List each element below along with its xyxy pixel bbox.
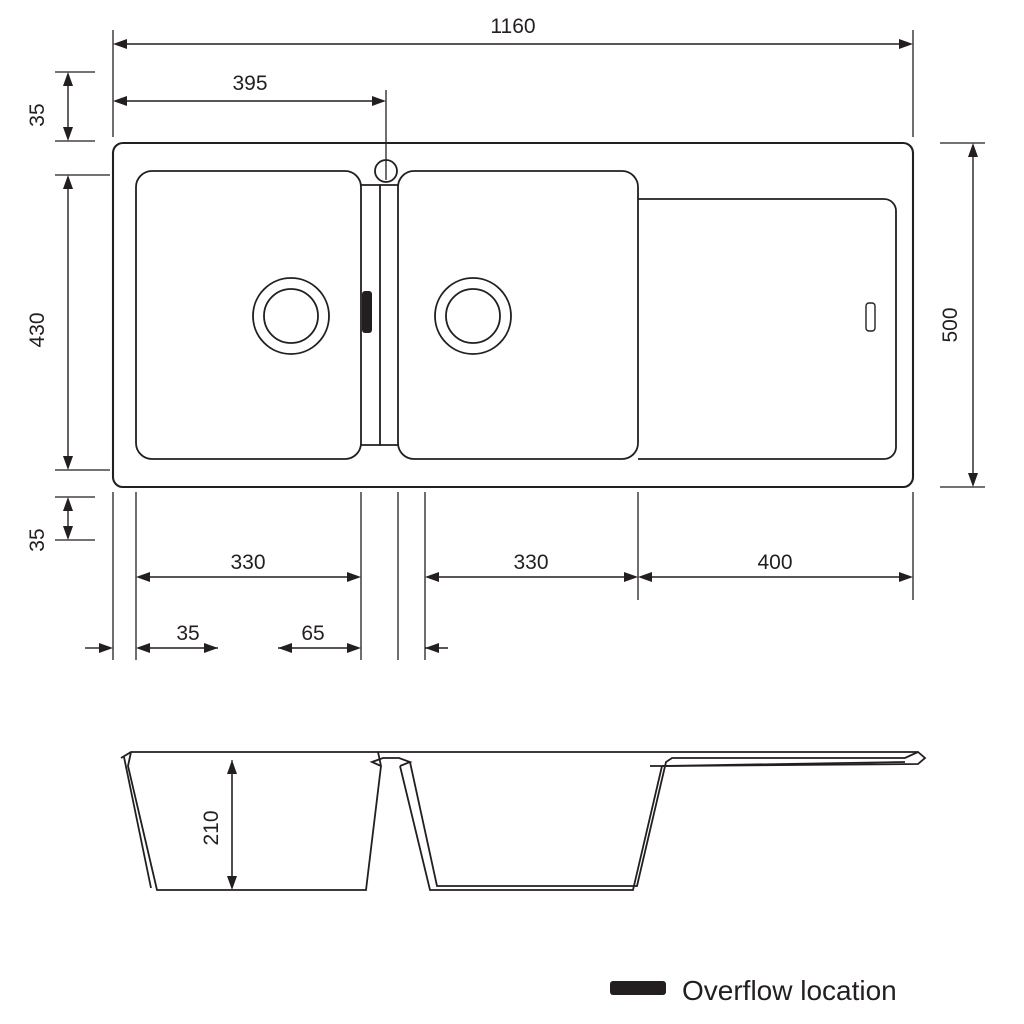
left-waste-inner xyxy=(264,289,318,343)
legend-swatch xyxy=(610,981,666,995)
right-waste-inner xyxy=(446,289,500,343)
dim-label-430: 430 xyxy=(26,312,49,348)
dim-label-395: 395 xyxy=(232,72,268,95)
overflow-marker-drainer xyxy=(866,303,875,331)
dim-label-210: 210 xyxy=(200,810,223,846)
dim-label-35-bottom: 35 xyxy=(26,528,49,552)
dim-label-35-top: 35 xyxy=(26,103,49,127)
left-bowl xyxy=(136,171,361,459)
right-bowl xyxy=(398,171,638,459)
dim-label-330-right: 330 xyxy=(513,551,549,574)
dim-label-330-left: 330 xyxy=(230,551,266,574)
sink-outline xyxy=(113,143,913,487)
dim-label-1160: 1160 xyxy=(490,15,536,38)
bottom-extension-lines xyxy=(113,492,913,660)
dim-label-500: 500 xyxy=(939,307,962,343)
dim-label-65: 65 xyxy=(301,622,325,645)
section-view xyxy=(121,752,925,890)
dimension-inner-height xyxy=(55,175,110,470)
dimension-tap-offset xyxy=(113,90,386,180)
legend-label: Overflow location xyxy=(682,975,897,1006)
dimension-top-margin xyxy=(55,72,95,141)
overflow-marker-left-bowl xyxy=(362,291,372,333)
dim-label-35-small: 35 xyxy=(176,622,200,645)
dim-label-400: 400 xyxy=(757,551,793,574)
dimension-bottom-margin xyxy=(55,497,95,540)
drainer-board xyxy=(638,199,896,459)
